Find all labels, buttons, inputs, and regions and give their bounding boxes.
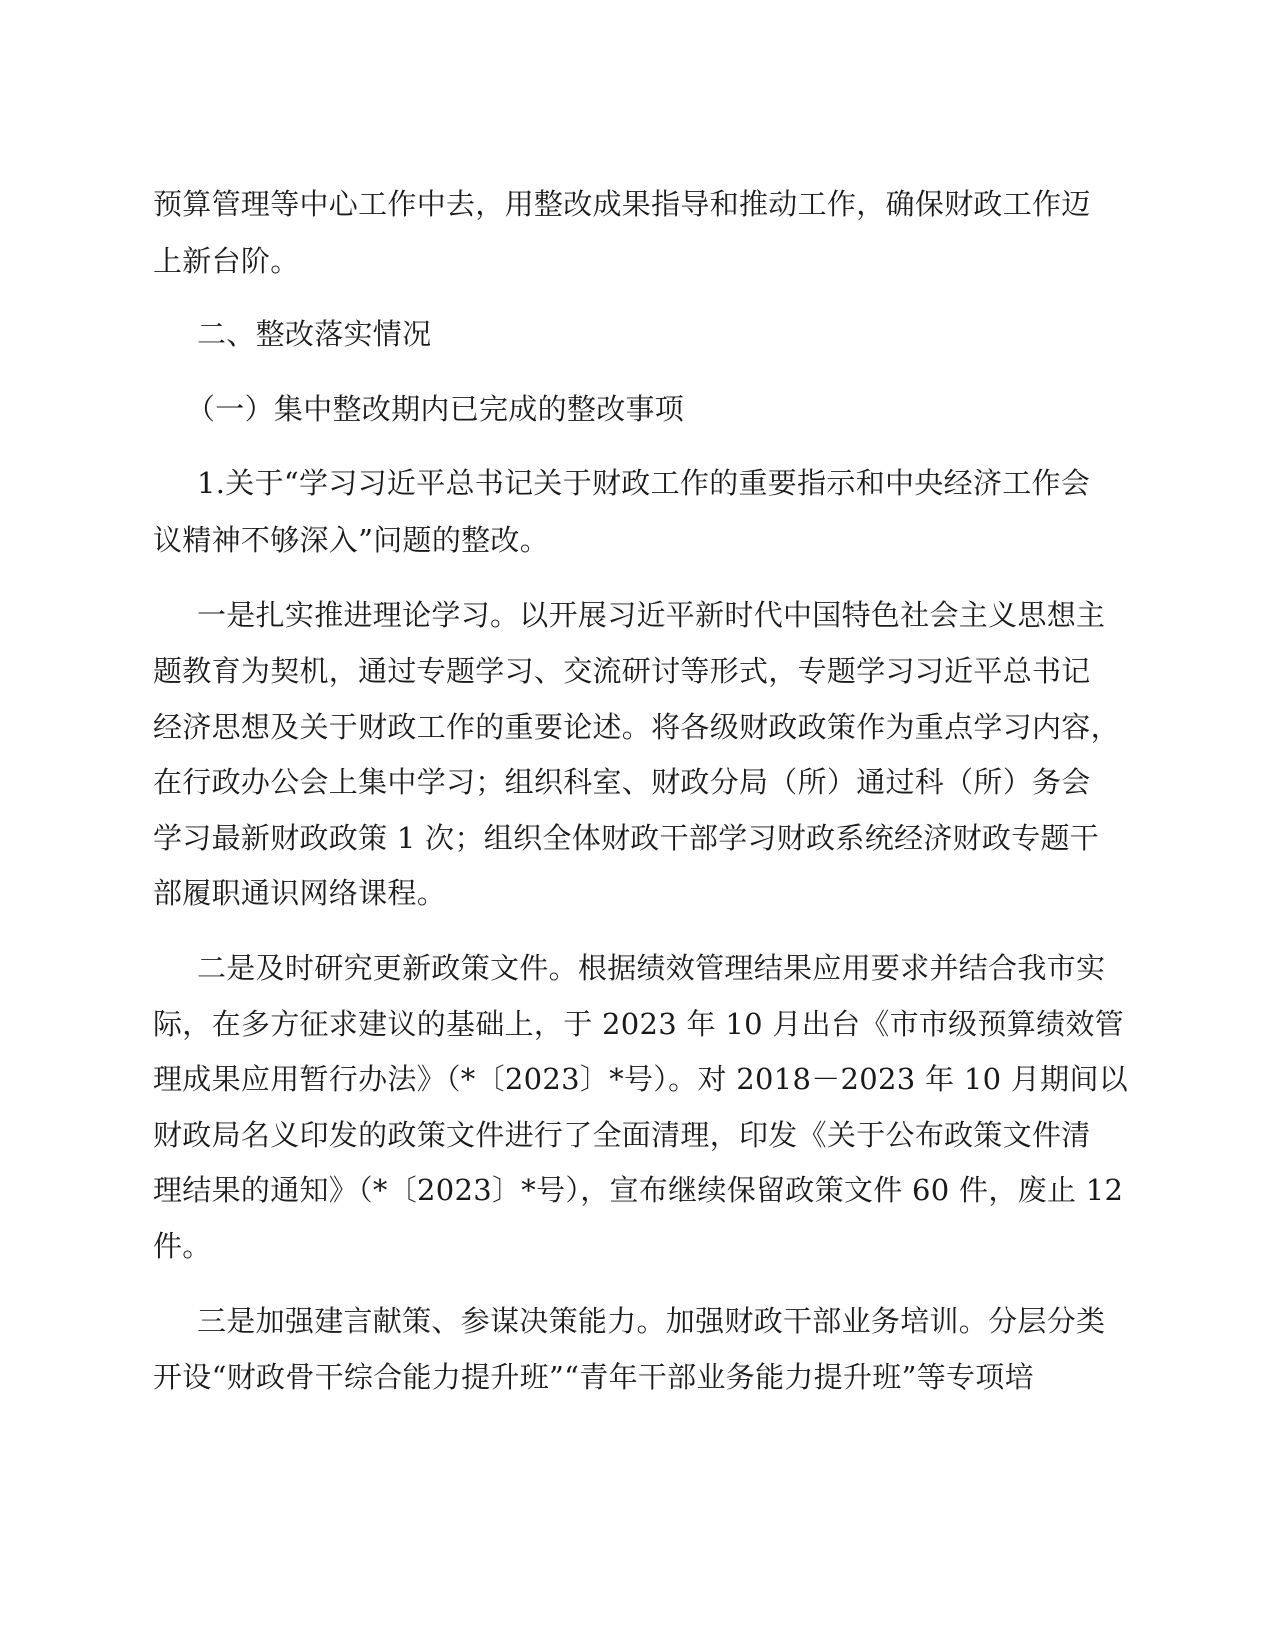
paragraph-start: 二是及时研究更新政策文件。根据绩效管理结果应用要求并结合我市实: [197, 951, 1106, 985]
text-line: 开设“财政骨干综合能力提升班”“青年干部业务能力提升班”等专项培: [153, 1360, 1034, 1394]
text-line: 经济思想及关于财政工作的重要论述。将各级财政政策作为重点学习内容，: [153, 710, 1120, 744]
text-line: 上新台阶。: [153, 244, 300, 278]
text-line: 理成果应用暂行办法》（*〔2023〕*号）。对 2018－2023 年 10 月期间以: [153, 1062, 1129, 1096]
text-line: 财政局名义印发的政策文件进行了全面清理，印发《关于公布政策文件清: [153, 1118, 1091, 1152]
text-line: 预算管理等中心工作中去，用整改成果指导和推动工作，确保财政工作迈: [153, 187, 1091, 221]
text-line: 部履职通识网络课程。: [153, 876, 447, 910]
item-heading: 1.关于“学习习近平总书记关于财政工作的重要指示和中央经济工作会: [197, 466, 1091, 500]
text-line: 在行政办公会上集中学习；组织科室、财政分局（所）通过科（所）务会: [153, 765, 1091, 799]
text-line: 题教育为契机，通过专题学习、交流研讨等形式，专题学习习近平总书记: [153, 654, 1091, 688]
text-line: 议精神不够深入”问题的整改。: [153, 523, 550, 557]
paragraph-start: 三是加强建言献策、参谋决策能力。加强财政干部业务培训。分层分类: [197, 1304, 1106, 1338]
subsection-heading: （一）集中整改期内已完成的整改事项: [186, 392, 685, 426]
text-line: 件。: [153, 1229, 212, 1263]
text-line: 学习最新财政政策 1 次；组织全体财政干部学习财政系统经济财政专题干: [153, 821, 1100, 855]
section-heading: 二、整改落实情况: [197, 317, 432, 351]
text-line: 理结果的通知》（*〔2023〕*号），宣布继续保留政策文件 60 件，废止 12: [153, 1173, 1124, 1207]
text-line: 际，在多方征求建议的基础上，于 2023 年 10 月出台《市市级预算绩效管: [153, 1007, 1124, 1041]
paragraph-start: 一是扎实推进理论学习。以开展习近平新时代中国特色社会主义思想主: [197, 598, 1106, 632]
